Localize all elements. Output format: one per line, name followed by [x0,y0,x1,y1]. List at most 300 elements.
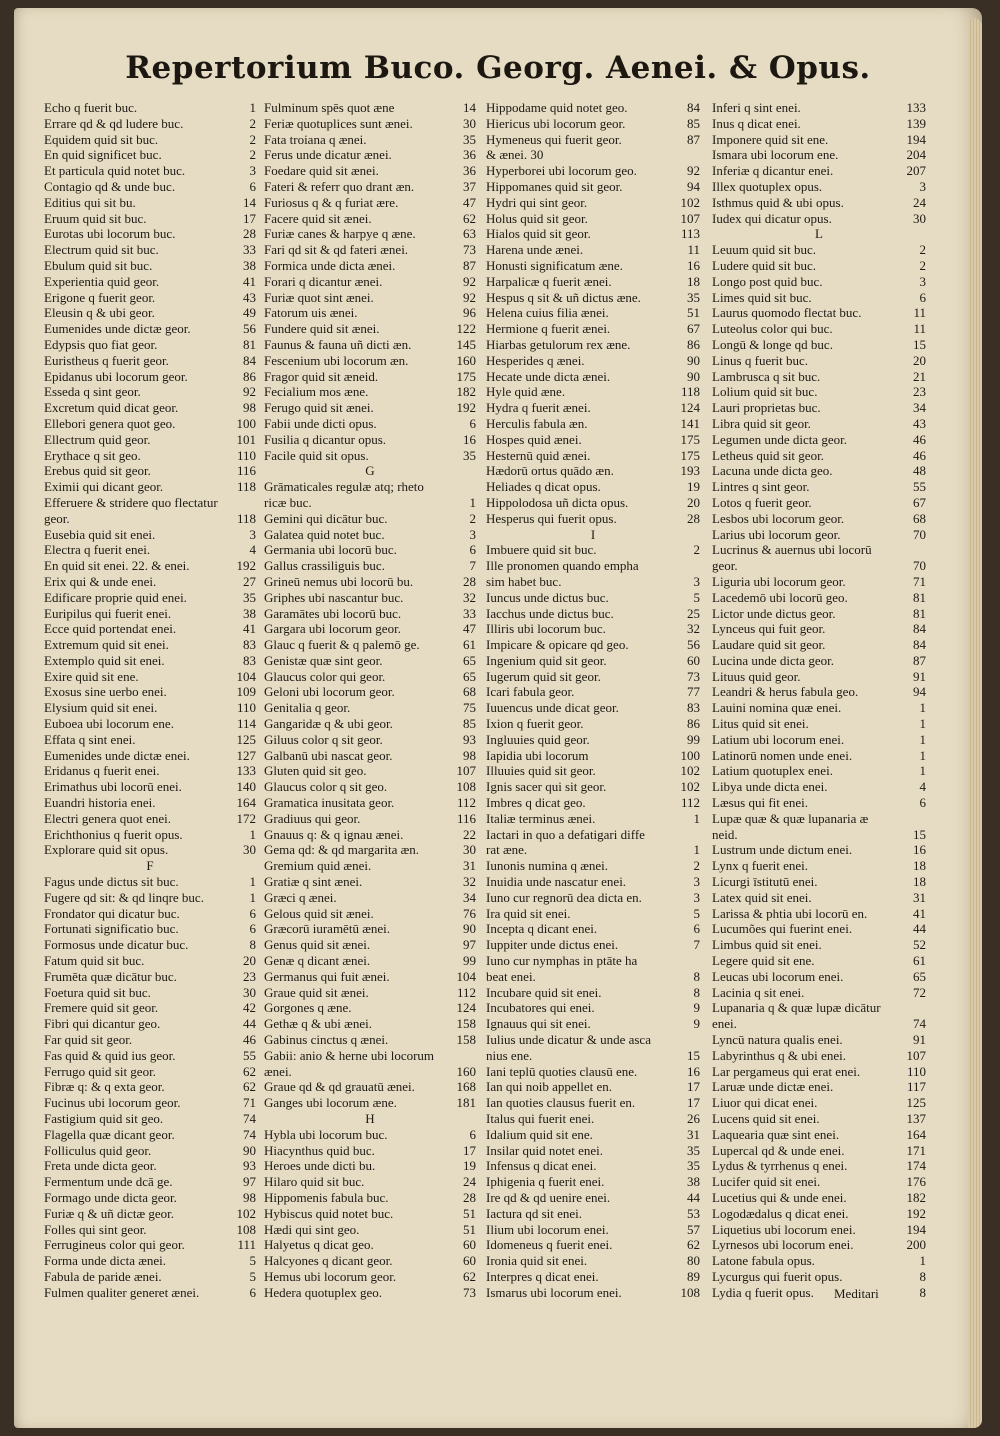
entry-text: Ille pronomen quando empha [486,558,639,574]
entry-text: Ixion q fuerit geor. [486,716,584,732]
entry-page-number: 91 [913,668,926,684]
entry-text: Inus q dicat enei. [712,115,801,131]
entry-page-number: 6 [469,1126,476,1142]
entry-text: Latium ubi locorum enei. [712,731,845,747]
entry-page-number: 1 [919,1253,926,1269]
entry-page-number: 112 [680,795,700,811]
entry-text: Lauri proprietas buc. [712,400,821,416]
entry-text: Libya unde dicta enei. [712,779,828,795]
entry-text: Erythace q sit geo. [44,447,141,463]
entry-text: Laurus quomodo flectat buc. [712,305,862,321]
entry-page-number: 77 [687,684,700,700]
entry-page-number: 111 [237,1237,256,1253]
entry-text: Icari fabula geor. [486,684,575,700]
entry-text: Lydia q fuerit opus. [712,1284,814,1300]
entry-text: Halyetus q dicat geo. [264,1237,374,1253]
entry-page-number: 100 [680,747,700,763]
entry-text: Flagella quæ dicant geor. [44,1126,175,1142]
entry-text: En quid sit enei. 22. & enei. [44,558,190,574]
entry-page-number: 70 [913,526,926,542]
index-entry [264,1158,476,1174]
entry-page-number: 83 [243,652,256,668]
index-entry [44,416,256,432]
index-entry [486,542,700,558]
index-entry [44,637,256,653]
entry-page-number: 168 [456,1079,476,1095]
index-entry [712,621,926,637]
entry-text: Fusilia q dicantur opus. [264,431,387,447]
entry-page-number: 5 [693,589,700,605]
entry-page-number: 51 [687,305,700,321]
entry-page-number: 8 [249,937,256,953]
index-entry [264,400,476,416]
entry-page-number: 175 [456,368,476,384]
entry-text: Eumenides unde dictæ geor. [44,321,191,337]
index-entry [264,1016,476,1032]
entry-text: Iani teplū quoties clausū ene. [486,1063,638,1079]
entry-page-number: 2 [249,131,256,147]
entry-text: Illiris ubi locorum buc. [486,621,606,637]
entry-page-number: 5 [693,905,700,921]
index-entry [486,700,700,716]
entry-text: Erebus quid sit geor. [44,463,151,479]
entry-text: Hippomenis fabula buc. [264,1189,389,1205]
index-entry [712,479,926,495]
index-entry [264,527,476,543]
entry-page-number: 17 [243,210,256,226]
entry-text: Infensus q dicat enei. [486,1158,597,1174]
index-entry [264,732,476,748]
entry-text: Iuppiter unde dictus enei. [486,937,619,953]
entry-page-number: 117 [906,1079,926,1095]
entry-page-number: 1 [693,842,700,858]
entry-page-number: 2 [919,242,926,258]
entry-page-number: 1 [469,494,476,510]
entry-page-number: 24 [913,194,926,210]
entry-text: Lictor unde dictus geor. [712,605,836,621]
entry-page-number: 164 [236,795,256,811]
index-entry [44,779,256,795]
entry-text: Hymeneus qui fuerit geor. [486,131,622,147]
entry-text: Heroes unde dicti bu. [264,1158,376,1174]
entry-page-number: 68 [463,684,476,700]
index-entry [712,890,926,906]
index-entry [264,669,476,685]
entry-text: Holus quid sit geor. [486,210,588,226]
index-entry [486,321,700,337]
entry-text: Ferugo quid sit ænei. [264,400,374,416]
entry-text: Ferrugo quid sit geor. [44,1063,156,1079]
entry-page-number: 19 [687,479,700,495]
entry-page-number: 44 [913,921,926,937]
entry-page-number: 30 [243,842,256,858]
entry-text: Leuum quid sit buc. [712,242,816,258]
entry-page-number: 65 [463,652,476,668]
entry-text: Imponere quid sit ene. [712,131,829,147]
index-entry [44,369,256,385]
entry-page-number: 6 [919,289,926,305]
entry-text: Logodædalus q dicat enei. [712,1205,849,1221]
entry-text: Legere quid sit ene. [712,953,815,969]
entry-page-number: 56 [687,637,700,653]
entry-page-number: 84 [687,100,700,115]
entry-text: Hippodame quid notet geo. [486,100,628,115]
entry-text: Genus quid sit ænei. [264,937,371,953]
entry-page-number: 67 [687,321,700,337]
index-entry [712,448,926,464]
entry-page-number: 65 [463,668,476,684]
index-entry [264,1190,476,1206]
index-entry [712,574,926,590]
index-entry [44,558,256,574]
index-entry [264,1127,476,1143]
entry-text: Græci q ænei. [264,889,337,905]
entry-text: ænei. [264,1063,292,1079]
entry-page-number: 113 [680,226,700,242]
entry-page-number: 11 [913,321,926,337]
entry-page-number: 47 [463,621,476,637]
entry-page-number: 6 [469,415,476,431]
entry-page-number: 107 [680,210,700,226]
entry-page-number: 31 [913,889,926,905]
entry-text: Germanus qui fuit ænei. [264,968,390,984]
entry-text: Glaucus color q sit geo. [264,779,388,795]
entry-page-number: 46 [913,447,926,463]
index-entry [264,748,476,764]
entry-page-number: 60 [463,1237,476,1253]
entry-text: Lauini nomina quæ enei. [712,700,842,716]
index-entry [486,842,700,858]
entry-page-number: 160 [456,1063,476,1079]
entry-text: Hemus ubi locorum geor. [264,1268,397,1284]
entry-page-number: 99 [463,953,476,969]
entry-page-number: 32 [687,621,700,637]
entry-text: Hyle quid æne. [486,384,566,400]
index-entry [486,305,700,321]
index-entry [44,495,256,511]
entry-text: Illex quotuplex opus. [712,178,823,194]
entry-text: Incepta q dicant enei. [486,921,598,937]
index-entry [486,242,700,258]
index-entry [44,874,256,890]
index-entry [712,842,926,858]
entry-text: Fortunati significatio buc. [44,921,179,937]
entry-text: Gnauus q: & q ignau ænei. [264,826,404,842]
index-entry [486,558,700,574]
index-entry [486,479,700,495]
entry-text: Elysium quid sit enei. [44,700,158,716]
entry-text: Ire qd & qd uenire enei. [486,1189,611,1205]
entry-text: Hybla ubi locorum buc. [264,1126,388,1142]
page-title: Repertorium Buco. Georg. Aenei. & Opus. [125,50,871,86]
entry-page-number: 4 [919,779,926,795]
index-entry [44,985,256,1001]
entry-text: Euripilus qui fuerit enei. [44,605,172,621]
entry-page-number: 114 [236,716,256,732]
entry-page-number: 122 [456,321,476,337]
entry-text: Eruum quid sit buc. [44,210,147,226]
index-entry [712,1285,926,1301]
entry-page-number: 38 [687,1174,700,1190]
entry-text: Hecate unde dicta ænei. [486,368,611,384]
entry-text: Gabii: anio & herne ubi locorum [264,1047,435,1063]
entry-text: Fecialium mos æne. [264,384,369,400]
entry-text: Galatea quid notet buc. [264,526,385,542]
entry-page-number: 6 [693,921,700,937]
entry-page-number: 33 [463,605,476,621]
entry-page-number: 137 [906,1111,926,1126]
index-entry [44,700,256,716]
entry-page-number: 72 [913,984,926,1000]
entry-text: Frumēta quæ dicātur buc. [44,968,177,984]
entry-page-number: 124 [456,1000,476,1016]
entry-text: Ignis sacer qui sit geor. [486,779,607,795]
index-entry [712,242,926,258]
entry-text: Iactari in quo a defatigari diffe [486,826,645,842]
index-entry [44,906,256,922]
index-entry [486,132,700,148]
entry-page-number: 63 [463,226,476,242]
entry-page-number: 70 [913,558,926,574]
index-entry [486,1032,700,1048]
index-entry [264,448,476,464]
index-entry [264,274,476,290]
entry-page-number: 8 [693,984,700,1000]
entry-text: Hialos quid sit geor. [486,226,591,242]
index-entry [264,1174,476,1190]
entry-text: enei. [712,1016,737,1032]
index-entry [44,321,256,337]
index-entry [486,258,700,274]
entry-page-number: 1 [919,731,926,747]
entry-page-number: 16 [687,257,700,273]
entry-text: En quid significet buc. [44,147,162,163]
entry-page-number: 93 [243,1158,256,1174]
entry-text: Hædi qui sint geo. [264,1221,360,1237]
entry-page-number: 5 [249,1268,256,1284]
index-entry [44,1048,256,1064]
entry-page-number: 182 [906,1189,926,1205]
index-entry [712,606,926,622]
entry-page-number: 92 [463,289,476,305]
entry-page-number [922,1000,926,1016]
index-entry [264,590,476,606]
index-entry [486,147,700,163]
entry-page-number: 41 [243,621,256,637]
entry-text: Gethæ q & ubi ænei. [264,1016,372,1032]
entry-page-number: 28 [687,510,700,526]
index-entry [264,842,476,858]
entry-text: Ebulum quid sit buc. [44,257,153,273]
index-entry [44,432,256,448]
entry-page-number: 73 [687,668,700,684]
entry-page-number: 118 [236,510,256,526]
entry-page-number: 158 [456,1032,476,1048]
entry-text: Latone fabula opus. [712,1253,815,1269]
entry-page-number: 21 [913,368,926,384]
entry-text: Edificare proprie quid enei. [44,589,187,605]
entry-text: Gremium quid ænei. [264,858,372,874]
entry-page-number: 112 [456,984,476,1000]
entry-page-number: 23 [913,384,926,400]
entry-page-number: 11 [687,242,700,258]
entry-page-number: 133 [236,763,256,779]
entry-text: Herculis fabula æn. [486,415,588,431]
entry-text: Larius ubi locorum geor. [712,526,841,542]
entry-text: Euboea ubi locorum ene. [44,716,174,732]
index-entry [712,1190,926,1206]
section-letter: F [146,858,154,874]
entry-text: Idomeneus q fuerit enei. [486,1237,613,1253]
entry-page-number: 192 [906,1205,926,1221]
entry-text: Grāmaticales regulæ atq; rheto [264,479,424,495]
entry-text: Fescenium ubi locorum æn. [264,352,409,368]
entry-page-number: 18 [687,273,700,289]
entry-text: Excretum quid dicat geor. [44,400,179,416]
entry-text: Latex quid sit enei. [712,889,812,905]
entry-text: Electri genera quot enei. [44,810,172,826]
entry-page-number: 83 [687,700,700,716]
entry-page-number: 62 [463,210,476,226]
entry-page-number: 75 [463,700,476,716]
entry-text: Ecce quid portendat enei. [44,621,177,637]
entry-text: Effata q sint enei. [44,731,136,747]
index-entry [486,1048,700,1064]
entry-text: Hesternū quid ænei. [486,447,591,463]
index-entry [486,226,700,242]
entry-page-number: 1 [919,747,926,763]
index-entry [44,337,256,353]
index-entry [264,969,476,985]
index-entry [264,1285,476,1301]
entry-text: Erimathus ubi locorū enei. [44,779,182,795]
entry-text: Fastigium quid sit geo. [44,1111,164,1126]
entry-text: Iuno cur nymphas in ptāte ha [486,953,638,969]
entry-page-number: 68 [913,510,926,526]
entry-page-number: 1 [249,889,256,905]
entry-text: Freta unde dicta geor. [44,1158,157,1174]
entry-text: Genistæ quæ sint geor. [264,652,383,668]
entry-text: Iudex qui dicatur opus. [712,210,832,226]
entry-text: Laruæ unde dictæ enei. [712,1079,834,1095]
index-entry [264,811,476,827]
entry-text: Insilar quid notet enei. [486,1142,603,1158]
index-entry [486,716,700,732]
entry-text: Impicare & opicare qd geo. [486,637,629,653]
index-entry [44,463,256,479]
index-entry [44,842,256,858]
entry-text: Equidem quid sit buc. [44,131,159,147]
entry-page-number: 1 [919,716,926,732]
entry-text: Fatum quid sit buc. [44,953,145,969]
index-entry [712,1000,926,1016]
entry-page-number: 97 [463,937,476,953]
entry-text: Hesperides q ænei. [486,352,585,368]
entry-page-number: 30 [913,210,926,226]
index-entry [486,1016,700,1032]
index-entry [264,858,476,874]
index-entry [264,258,476,274]
entry-text: Esseda q sint geor. [44,384,141,400]
entry-text: Garamātes ubi locorū buc. [264,605,402,621]
entry-text: Lolium quid sit buc. [712,384,818,400]
entry-text: Ian qui noib appellet en. [486,1079,612,1095]
entry-text: Leandri & herus fabula geo. [712,684,859,700]
index-entry [712,527,926,543]
index-entry [712,1237,926,1253]
index-entry [44,1222,256,1238]
index-entry [712,321,926,337]
entry-page-number: 16 [913,842,926,858]
entry-page-number: 61 [913,953,926,969]
entry-page-number: 74 [913,1016,926,1032]
index-entry [486,1253,700,1269]
index-entry [712,116,926,132]
entry-page-number: 55 [913,479,926,495]
index-entry [486,1206,700,1222]
index-entry [44,921,256,937]
entry-page-number: 104 [456,968,476,984]
entry-page-number: 102 [680,763,700,779]
entry-text: Liuor qui dicat enei. [712,1095,818,1111]
entry-page-number: 124 [680,400,700,416]
entry-text: Feriæ quotuplices sunt ænei. [264,115,413,131]
index-entry [44,132,256,148]
entry-text: Ludere quid sit buc. [712,257,816,273]
entry-text: Formosus unde dicatur buc. [44,937,189,953]
entry-text: Hiericus ubi locorum geor. [486,115,626,131]
entry-text: Lyrnesos ubi locorum enei. [712,1237,854,1253]
entry-text: Epidanus ubi locorum geor. [44,368,188,384]
index-entry [44,542,256,558]
entry-page-number: 73 [463,1284,476,1300]
index-entry [712,700,926,716]
entry-text: geor. [712,558,738,574]
index-entry [264,890,476,906]
index-entry [264,1237,476,1253]
index-entry [44,353,256,369]
entry-page-number: 2 [919,257,926,273]
entry-page-number: 8 [919,1284,926,1300]
entry-page-number: 101 [236,431,256,447]
entry-page-number [472,479,476,495]
entry-page-number: 171 [906,1142,926,1158]
entry-text: Labyrinthus q & ubi enei. [712,1047,846,1063]
index-entry [712,337,926,353]
index-entry [44,274,256,290]
entry-text: Iugerum quid sit geor. [486,668,601,684]
index-entry [486,1158,700,1174]
entry-page-number: 49 [243,305,256,321]
entry-page-number: 8 [693,968,700,984]
index-entry [264,305,476,321]
index-entry [486,779,700,795]
entry-page-number: 51 [463,1221,476,1237]
index-entry [486,495,700,511]
entry-text: Eumenides unde dictæ enei. [44,747,190,763]
entry-text: Ismara ubi locorum ene. [712,147,839,163]
entry-page-number: 116 [236,463,256,479]
entry-text: Errare qd & qd ludere buc. [44,115,184,131]
entry-page-number: 30 [463,842,476,858]
entry-text: Geloni ubi locorum geor. [264,684,395,700]
index-entry [44,795,256,811]
entry-page-number: 204 [906,147,926,163]
entry-page-number: 3 [919,273,926,289]
entry-text: Fabula de paride ænei. [44,1268,162,1284]
entry-text: Experientia quid geor. [44,273,160,289]
entry-page-number: 2 [693,858,700,874]
